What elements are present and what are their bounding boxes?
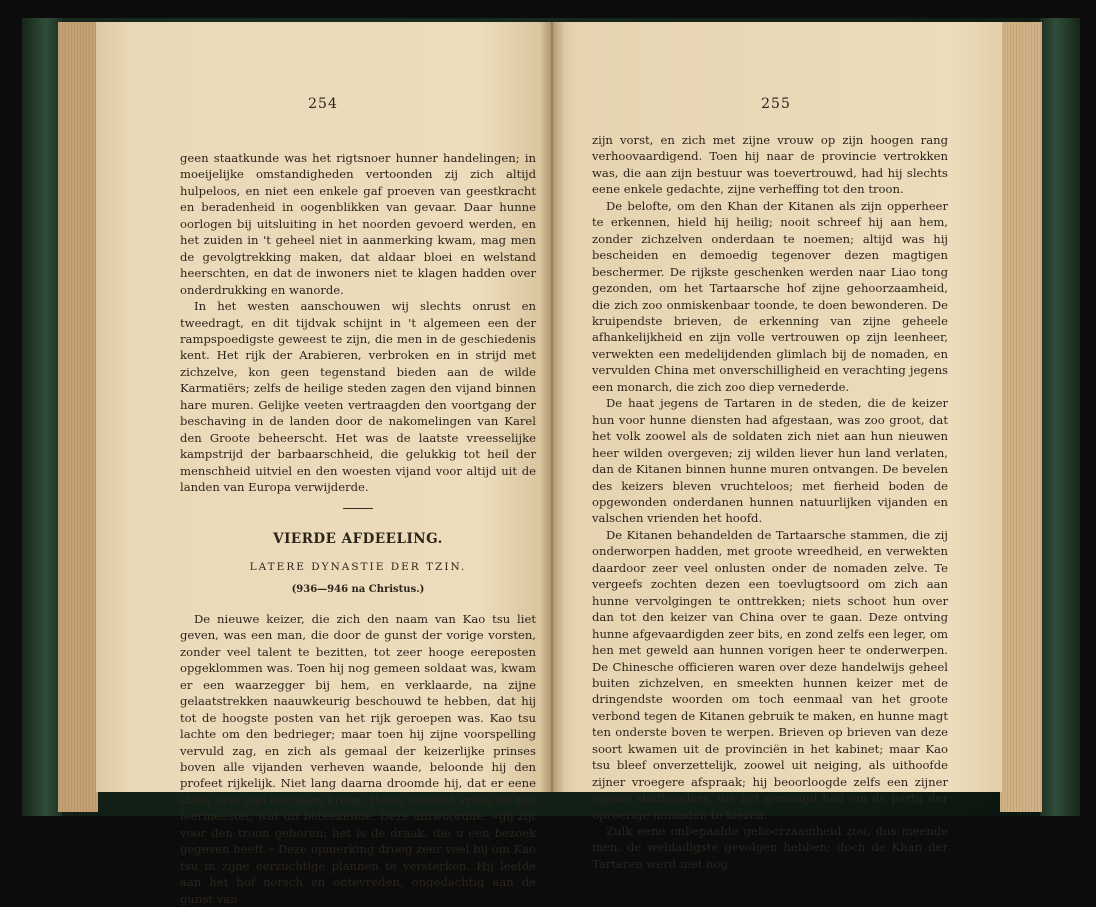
left-page-text: [180, 150, 536, 907]
cover-edge-left: [22, 18, 62, 816]
paragraph: In het westen aanschouwen wij slechts onrust en tweedragt, en dit tijdvak schijnt in 't algemeen een der rampspoedigste geweest te zijn, die men in de geschiedenis kent. Het rijk der Arabieren, verbroken en in strijd met zichzelve, kon geen tegenstand bieden aan de wilde Karmatiërs; zelfs de heilige steden zagen den vijand binnen hare muren. Gelijke veeten vertraagden den voortgang der beschaving in de landen door de nakomelingen van Karel den Groote beheerscht. Het was de laatste vreesselijke kampstrijd der barbaarschheid, die gelukkig tot heil der menschheid uitviel en den woesten vijand voor altijd uit de landen van Europa verwijderde.: [180, 299, 536, 495]
paragraph: zijn vorst, en zich met zijne vrouw op zijn hoogen rang verhoovaardigend. Toen hij naar de provincie vertrokken was, die aan zijn bestuur was toevertrouwd, had hij slechts eene enkele gedachte, zijne verheffing tot den troon.: [592, 133, 948, 197]
left-page: [96, 22, 550, 906]
section-subheading: LATERE DYNASTIE DER TZIN.: [249, 560, 467, 573]
cover-edge-right: [1040, 18, 1080, 816]
page-number: 255: [761, 96, 791, 112]
section-dates: (936—946 na Christus.): [291, 584, 425, 596]
right-page: [550, 22, 1002, 871]
section-divider: [343, 508, 373, 509]
right-page-text: [592, 132, 948, 872]
page-number: 254: [308, 96, 338, 112]
book-gutter: [540, 22, 564, 792]
paragraph: De belofte, om den Khan der Kitanen als zijn opperheer te erkennen, hield hij heilig; nooit schreef hij aan hem, zonder zichzelven onderdaan te noemen; altijd was hij bescheiden en demoedig tegenover dezen magtigen beschermer. De rijkste geschenken werden naar Liao tong gezonden, om het Tartaarsche hof zijne gehoorzaamheid, die zich zoo onmiskenbaar toonde, te doen bewonderen. De kruipendste brieven, de erkenning van zijne geheele afhankelijkheid en zijn volle vertrouwen op zijn leenheer, verwekten een medelijdenden glimlach bij de nomaden, en vervulden China met onverschilligheid en verachting jegens een monarch, die zich zoo diep vernederde.: [592, 198, 948, 394]
paragraph: De Kitanen behandelden de Tartaarsche stammen, die zij onderworpen hadden, met groote wreedheid, en verwekten daardoor zeer veel onlusten onder de nomaden zelve. Te vergeefs zochten dezen een toevlugtsoord om zich aan hunne vervolgingen te onttrekken; niets schoot hun over dan tot den keizer van China over te gaan. Deze ontving hunne afgevaardigden zeer bits, en zond zelfs een leger, om hen met geweld aan hunnen vorigen heer te onderwerpen. De Chinesche officieren waren over deze handelwijs geheel buiten zichzelven, en smeekten hunnen keizer met de dringendste woorden om toch eenmaal van het groote verbond tegen de Kitanen gebruik te maken, en hunne magt ten onderste boven te werpen. Brieven op brieven van deze soort kwamen uit de provinciën in het kabinet; maar Kao tsu bleef onverzettelijk, zoowel uit neiging, als uithoofde zijner vroegere afspraak; hij beoorloogde zelfs een zijner eigene stadhouders, die het gewaagd had om de partij der oproerige nomaden te kiezen.: [592, 527, 948, 822]
paragraph: De nieuwe keizer, die zich den naam van Kao tsu liet geven, was een man, die door de gunst der vorige vorsten, zonder veel talent te bezitten, tot zeer hooge eereposten opgeklommen was. Toen hij nog gemeen soldaat was, kwam er een waarzegger bij hem, en verklaarde, na zijne gelaatstrekken naauwkeurig beschouwd te hebben, dat hij tot de hoogste posten van het rijk geroepen was. Kao tsu lachte om den bedrieger; maar toen hij zijne voorspelling vervuld zag, en zich als gemaal der keizerlijke prinses boven alle vijanden verheven waande, beloonde hij den profeet rijkelijk. Niet lang daarna droomde hij, dat er eene slang over zijn ligchaam kroop. Hevig ontsteld vroeg hij zijn leermeester, wat dit beteekende. Deze antwoordde: «gij zijt voor den troon geboren; het is de draak, die u een bezoek gegeven heeft.» Deze opmerking droeg zeer veel bij om Kao tsu in zijne eerzuchtige plannen te versterken. Hij leefde aan het hof norsch en ontevreden, ongedachtig aan de gunst van: [180, 611, 536, 906]
paragraph: geen staatkunde was het rigtsnoer hunner handelingen; in moeijelijke omstandigheden vertoonden zij zich altijd hulpeloos, en niet een enkele gaf proeven van geestkracht en beradenheid in oogenblikken van gevaar. Daar hunne oorlogen bij uitsluiting in het noorden gevoerd werden, en het zuiden in 't geheel niet in aanmerking kwam, mag men de gevolgtrekking maken, dat aldaar bloei en welstand heerschten, en dat de inwoners niet te klagen hadden over onderdrukking en wanorde.: [180, 151, 536, 297]
paragraph: Zulk eene onbepaalde gehoorzaamheid zou, dus meende men, de weldadigste gevolgen hebben; doch de Khan der Tartaren werd met nog: [592, 824, 948, 871]
paragraph: De haat jegens de Tartaren in de steden, die de keizer hun voor hunne diensten had afgestaan, was zoo groot, dat het volk zoowel als de soldaten zich niet aan hun nieuwen heer wilden overgeven; zij wilden liever hun land verlaten, dan de Kitanen binnen hunne muren ontvangen. De bevelen des keizers bleven vruchteloos; met fierheid boden de opgewonden onderdanen hunnen natuurlijken vijanden en valschen vrienden het hoofd.: [592, 396, 948, 526]
page-edges-left: [58, 22, 98, 812]
section-heading: VIERDE AFDEELING.: [273, 530, 443, 547]
page-edges-right: [1000, 22, 1042, 812]
